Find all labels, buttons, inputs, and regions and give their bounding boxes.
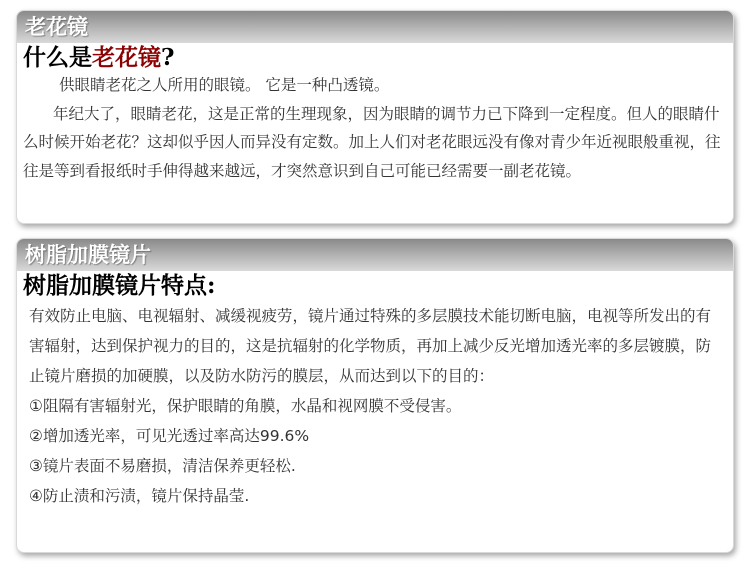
section-heading-features: 树脂加膜镜片特点:	[23, 272, 216, 299]
heading-suffix: ?	[161, 44, 175, 71]
resin-coated-lens-panel	[16, 238, 734, 553]
heading-prefix: 什么是	[23, 44, 92, 71]
feature-item-4: ④防止渍和污渍，镜片保持晶莹.	[29, 487, 250, 505]
feature-item-1: ①阻隔有害辐射光，保护眼睛的角膜，水晶和视网膜不受侵害。	[29, 397, 462, 415]
section-header-reading-glasses: 老花镜	[17, 11, 733, 43]
section2-body	[17, 301, 733, 511]
feature-item-2: ②增加透光率，可见光透过率高达99.6%	[29, 427, 310, 445]
feature-item-3: ③镜片表面不易磨损，清洁保养更轻松.	[29, 457, 296, 475]
definition-line: 供眼睛老花之人所用的眼镜。 它是一种凸透镜。	[59, 76, 390, 94]
section-heading-what-is	[17, 45, 733, 71]
section-header-resin-lens: 树脂加膜镜片	[17, 239, 733, 271]
reading-glasses-panel	[16, 10, 734, 224]
section1-body	[17, 71, 733, 185]
features-intro-paragraph: 有效防止电脑、电视辐射、减缓视疲劳，镜片通过特殊的多层膜技术能切断电脑，电视等所发出的有害辐射，达到保护视力的目的，这是抗辐射的化学物质，再加上减少反光增加透光率的多层镀膜，防止镜片磨损的加硬膜，以及防水防污的膜层，从而达到以下的目的：	[29, 307, 712, 385]
heading-highlight: 老花镜	[92, 44, 161, 71]
description-paragraph: 年纪大了，眼睛老花，这是正常的生理现象，因为眼睛的调节力已下降到一定程度。但人的眼睛什么时候开始老花？这却似乎因人而异没有定数。加上人们对老花眼远没有像对青少年近视眼般重视，往往是等到看报纸时手伸得越来越远，才突然意识到自己可能已经需要一副老花镜。	[23, 104, 721, 180]
